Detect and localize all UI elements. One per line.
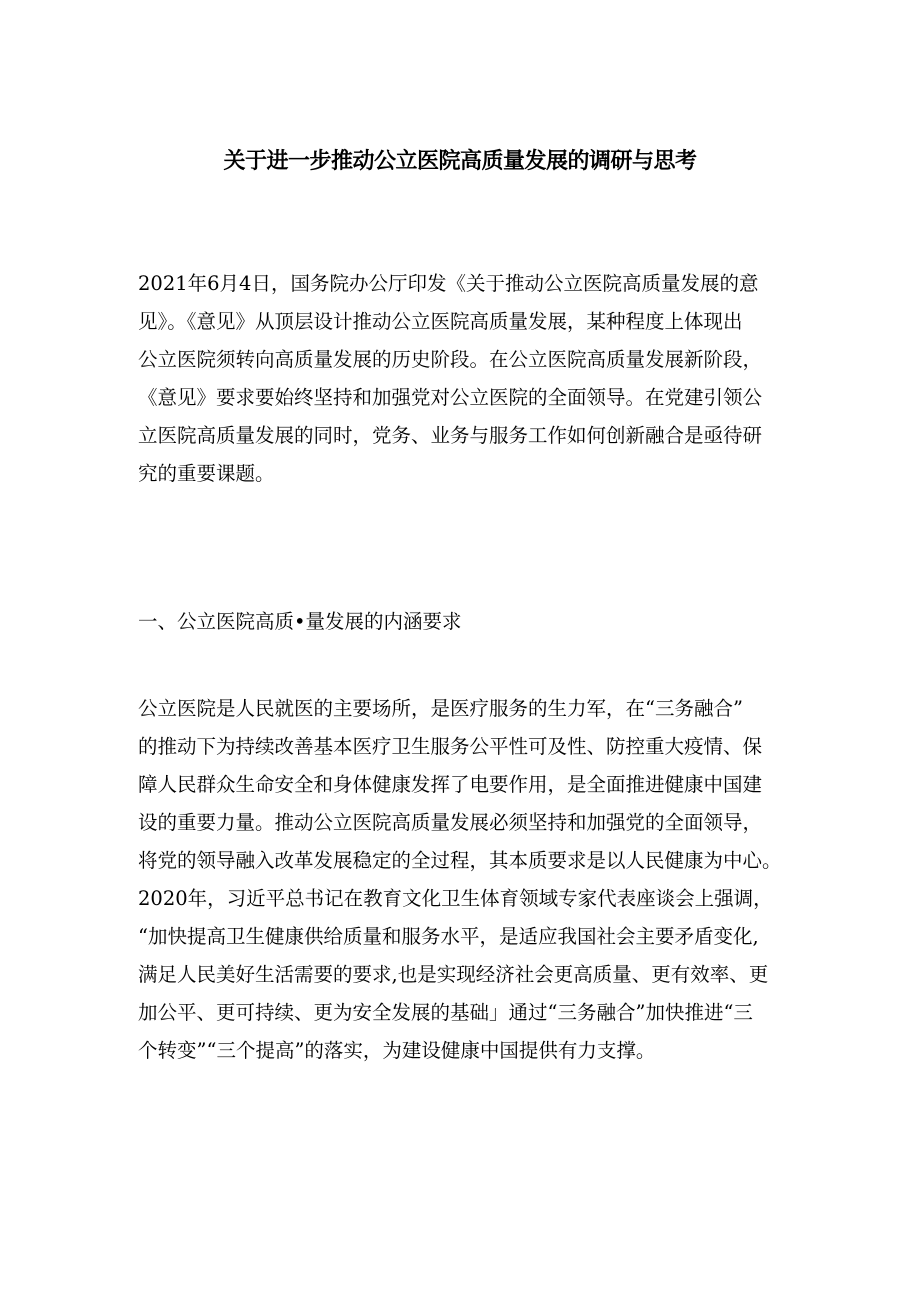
paragraph-line: 立医院高质量发展的同时，党务、业务与服务工作如何创新融合是亟待研 <box>138 424 763 447</box>
paragraph-line: 《意见》要求要始终坚持和加强党对公立医院的全面领导。在党建引领公 <box>138 386 763 409</box>
paragraph-line: 满足人民美好生活需要的要求,也是实现经济社会更高质量、更有效率、更 <box>138 963 769 986</box>
paragraph-line: 加公平、更可持续、更为安全发展的基础」通过“三务融合”加快推进“三 <box>138 1001 753 1024</box>
paragraph-line: 2020年，习近平总书记在教育文化卫生体育领域专家代表座谈会上强调， <box>138 887 773 910</box>
intro-paragraph <box>138 265 790 493</box>
paragraph-line: 见》。《意见》从顶层设计推动公立医院高质量发展，某种程度上体现出 <box>138 310 743 333</box>
paragraph-line: 公立医院须转向高质量发展的历史阶段。在公立医院高质量发展新阶段， <box>138 348 763 371</box>
paragraph-line: 将党的领导融入改革发展稳定的全过程，其本质要求是以人民健康为中心。 <box>138 849 782 872</box>
paragraph-line: 2021年6月4日，国务院办公厅印发《关于推动公立医院高质量发展的意 <box>138 272 759 295</box>
paragraph-line: 究的重要课题。 <box>138 462 275 485</box>
paragraph-line: 障人民群众生命安全和身体健康发挥了电要作用，是全面推进健康中国建 <box>138 773 763 796</box>
paragraph-line: 个转变”“三个提高”的落实，为建设健康中国提供有力支撑。 <box>138 1039 656 1062</box>
paragraph-line: 设的重要力量。推动公立医院高质量发展必须坚持和加强党的全面领导， <box>138 811 763 834</box>
paragraph-line: “加快提高卫生健康供给质量和服务水平，是适应我国社会主要矛盾变化, <box>138 925 759 948</box>
paragraph-line: 公立医院是人民就医的主要场所，是医疗服务的生力军，在“三务融合” <box>138 697 743 720</box>
section-heading: 一、公立医院高质•量发展的内涵要求 <box>138 610 462 633</box>
document-title: 关于进一步推动公立医院高质量发展的调研与思考 <box>223 149 697 174</box>
paragraph-line: 的推动下为持续改善基本医疗卫生服务公平性可及性、防控重大疫情、保 <box>138 735 763 758</box>
body-paragraph <box>138 690 790 1070</box>
